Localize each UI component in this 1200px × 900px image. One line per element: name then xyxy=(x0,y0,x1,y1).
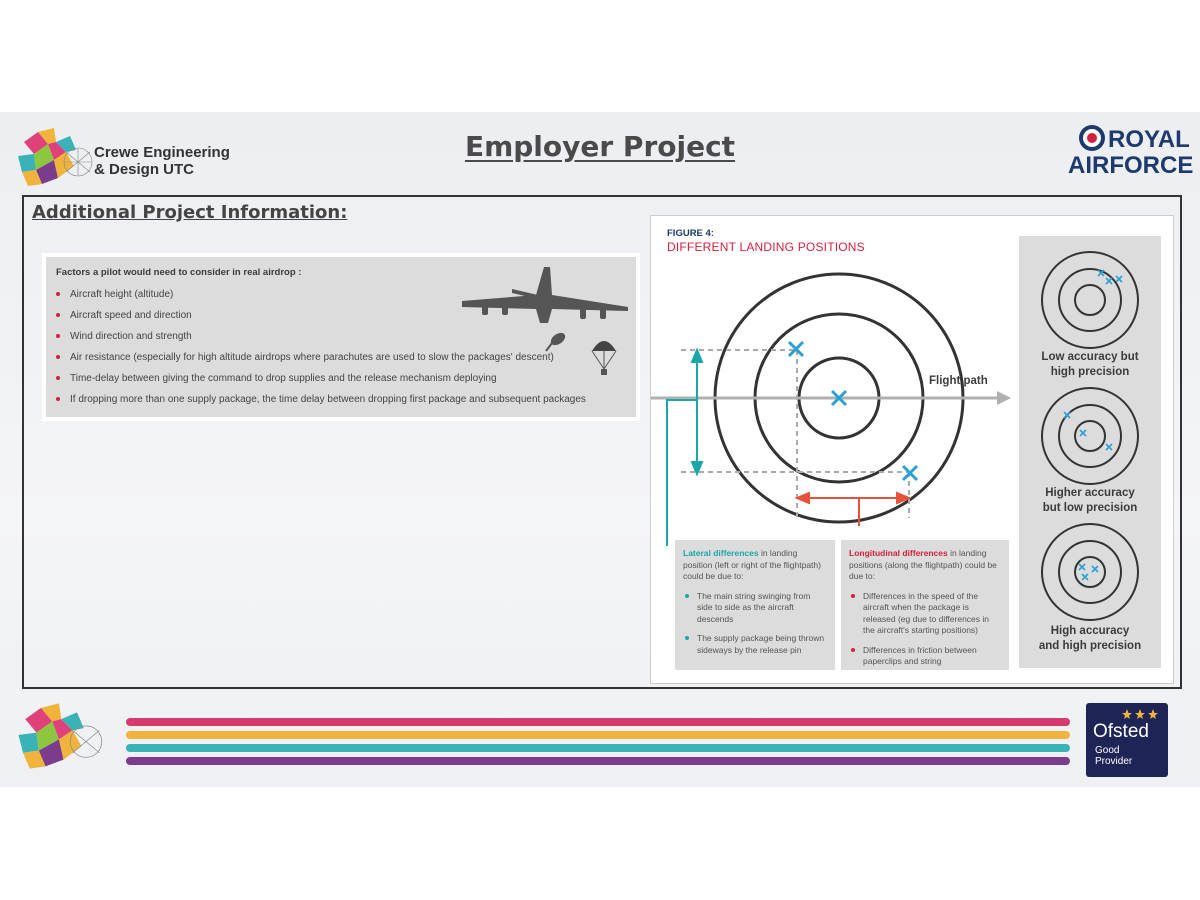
lateral-arrow xyxy=(667,350,702,546)
target-caption-line2: high precision xyxy=(1050,366,1130,378)
list-item xyxy=(54,392,634,413)
longitudinal-highlight: Longitudinal differences xyxy=(849,548,948,558)
longitudinal-intro xyxy=(849,548,1001,583)
list-item-text: Wind direction and strength xyxy=(70,331,192,342)
lateral-intro xyxy=(683,548,827,583)
footer-stripe-4 xyxy=(126,757,1070,765)
figure-title: DIFFERENT LANDING POSITIONS xyxy=(667,240,865,254)
longitudinal-text: in landing positions (along the flightpath) could be due to: xyxy=(849,548,997,581)
list-item-text: Air resistance (especially for high altitude airdrops where parachutes are used to slow the packages' descent) xyxy=(70,352,554,363)
lateral-highlight: Lateral differences xyxy=(683,548,759,558)
badge-caption xyxy=(1095,745,1132,767)
target-caption xyxy=(1019,350,1161,380)
longitudinal-list xyxy=(849,591,1001,668)
list-item-text: The main string swinging from side to side as the aircraft descends xyxy=(697,590,811,624)
list-item-text: Differences in friction between paperclips and string xyxy=(863,644,977,666)
footer-stripe-1 xyxy=(126,718,1070,726)
footer-stripe-2 xyxy=(126,731,1070,739)
list-item-text: Time-delay between giving the command to drop supplies and the release mechanism deploying xyxy=(70,373,497,384)
ofsted-badge xyxy=(1086,703,1168,777)
lateral-text: in landing position (left or right of the flightpath) could be due to: xyxy=(683,548,821,581)
list-item-text: The supply package being thrown sideways by the release pin xyxy=(697,633,825,655)
lateral-list xyxy=(683,591,827,657)
target-caption-line1: Higher accuracy xyxy=(1045,487,1135,499)
college-name-line1: Crewe Engineering xyxy=(94,144,230,161)
target-caption xyxy=(1019,486,1161,516)
list-item xyxy=(849,645,1001,668)
footer-stripe-3 xyxy=(126,744,1070,752)
target-caption xyxy=(1019,624,1161,654)
longitudinal-differences-box xyxy=(841,540,1009,670)
accuracy-examples-panel xyxy=(1019,236,1161,668)
landing-marker xyxy=(903,466,917,480)
parachute-icon xyxy=(592,341,616,375)
page-title: Employer Project xyxy=(464,130,736,163)
list-item xyxy=(849,591,1001,637)
factors-panel-body xyxy=(46,257,636,417)
target-caption-line1: High accuracy xyxy=(1050,625,1130,637)
target-caption-line2: but low precision xyxy=(1042,502,1138,514)
flight-path-label: Flight path xyxy=(929,375,988,387)
list-item-text: Aircraft height (altitude) xyxy=(70,289,174,300)
stars-icon xyxy=(1122,708,1164,722)
aircraft-icon xyxy=(452,265,632,387)
lateral-differences-box xyxy=(675,540,835,670)
figure-label: FIGURE 4: xyxy=(667,228,714,239)
target-caption-line1: Low accuracy but xyxy=(1041,351,1139,363)
list-item xyxy=(683,591,827,626)
raf-logo-line2: AIRFORCE xyxy=(1068,152,1194,179)
list-item-text: Differences in the speed of the aircraft when the package is released (eg due to differences in the aircraft's starting positions) xyxy=(863,590,990,635)
badge-caption-line2: Provider xyxy=(1095,756,1133,767)
roundel-icon xyxy=(1078,124,1106,152)
badge-caption-line1: Good xyxy=(1095,745,1120,756)
figure-panel xyxy=(650,215,1174,684)
raf-logo-line1: ROYAL xyxy=(1108,126,1190,153)
package-icon xyxy=(546,330,567,351)
college-logo-footer-icon xyxy=(14,696,104,776)
factors-panel xyxy=(42,253,640,421)
target-caption-line2: and high precision xyxy=(1038,640,1142,652)
list-item xyxy=(683,633,827,656)
list-item-text: Aircraft speed and direction xyxy=(70,310,192,321)
section-heading: Additional Project Information: xyxy=(32,202,348,223)
mini-target-1 xyxy=(1040,250,1140,350)
mini-target-2 xyxy=(1040,386,1140,486)
factors-heading: Factors a pilot would need to consider in real airdrop : xyxy=(56,267,302,278)
list-item-text: If dropping more than one supply package, the time delay between dropping first package and subsequent packages xyxy=(70,394,586,405)
mini-target-3 xyxy=(1040,522,1140,622)
raf-logo xyxy=(1068,124,1194,180)
college-name-line2: & Design UTC xyxy=(94,161,195,178)
badge-title: Ofsted xyxy=(1093,721,1149,742)
